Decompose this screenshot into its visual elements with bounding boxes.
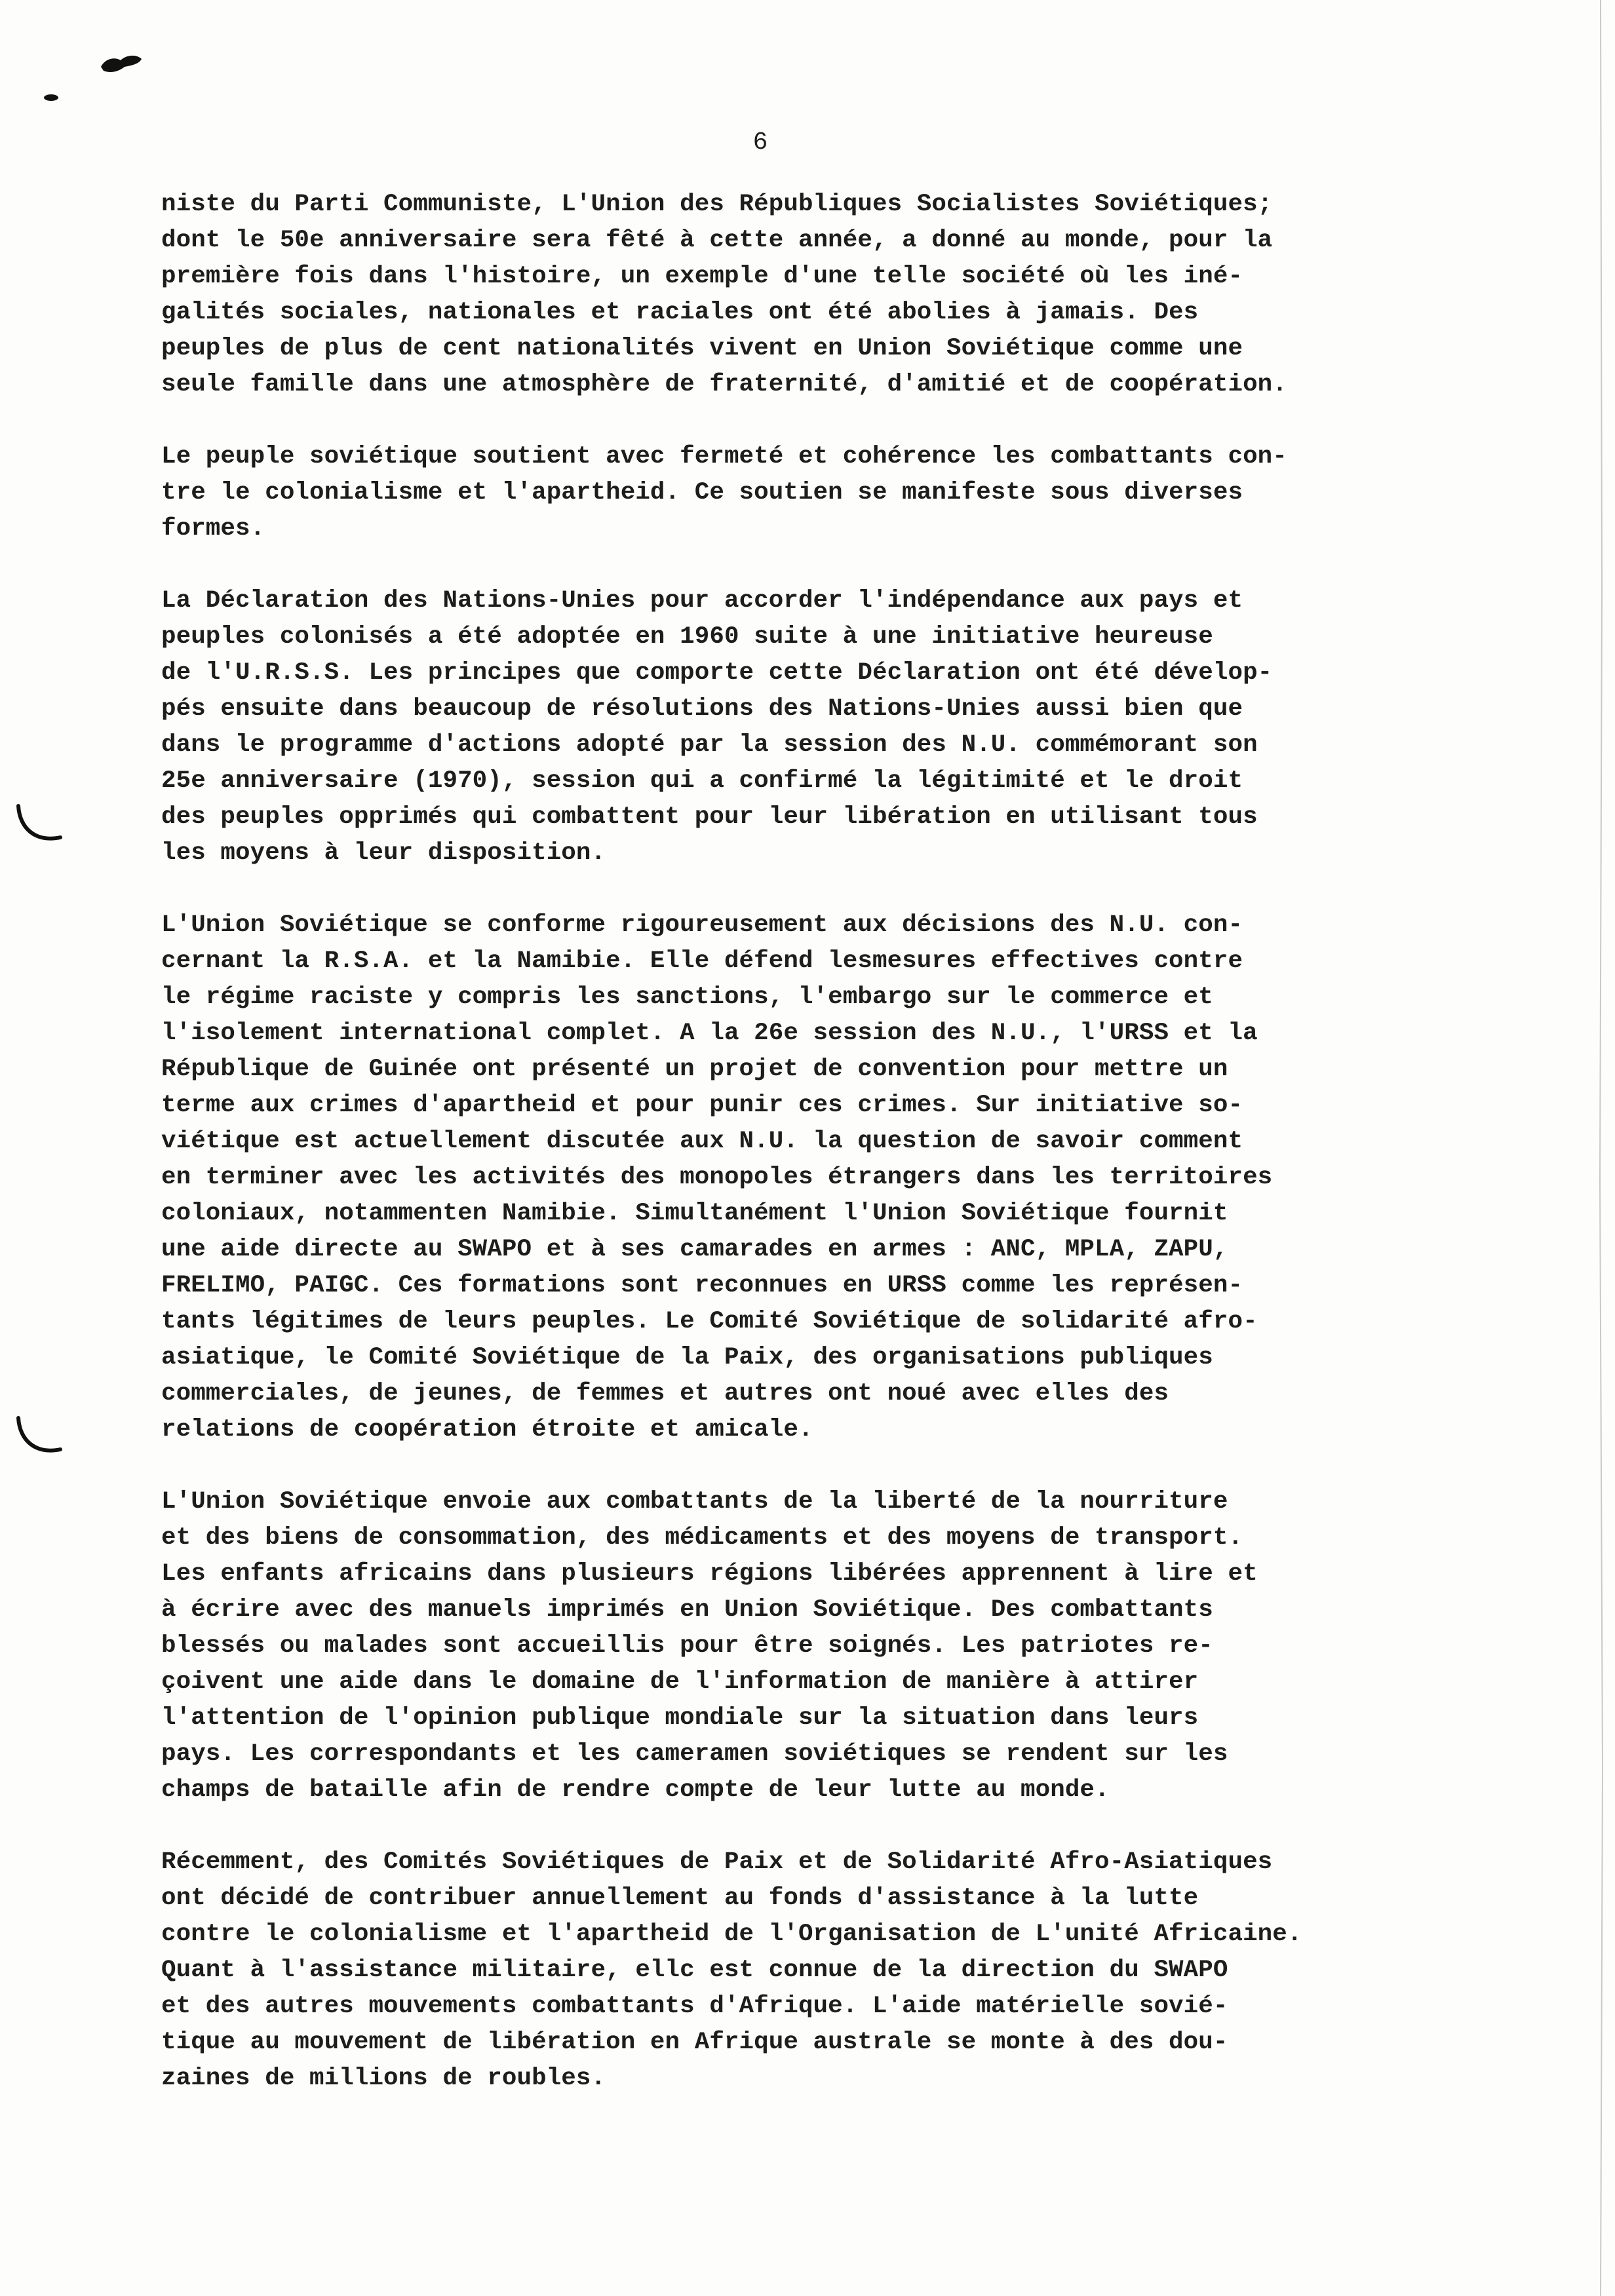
paragraph — [161, 908, 1407, 1448]
paragraph — [161, 439, 1407, 547]
text-line: République de Guinée ont présenté un projet de convention pour mettre un — [161, 1056, 1228, 1083]
text-line: 25e anniversaire (1970), session qui a confirmé la légitimité et le droit — [161, 767, 1243, 795]
text-line: ont décidé de contribuer annuellement au fonds d'assistance à la lutte — [161, 1885, 1199, 1912]
text-line: Récemment, des Comités Soviétiques de Paix et de Solidarité Afro-Asiatiques — [161, 1848, 1273, 1876]
text-line: FRELIMO, PAIGC. Ces formations sont reconnues en URSS comme les représen- — [161, 1272, 1243, 1299]
text-line: peuples de plus de cent nationalités vivent en Union Soviétique comme une — [161, 335, 1243, 362]
ink-speck — [98, 52, 144, 75]
text-line: terme aux crimes d'apartheid et pour punir ces crimes. Sur initiative so- — [161, 1092, 1243, 1119]
text-line: commerciales, de jeunes, de femmes et autres ont noué avec elles des — [161, 1380, 1169, 1407]
page-number: 6 — [752, 128, 768, 157]
text-line: de l'U.R.S.S. Les principes que comporte cette Déclaration ont été dévelop- — [161, 659, 1273, 687]
text-line: niste du Parti Communiste, L'Union des Républiques Socialistes Soviétiques; — [161, 191, 1273, 218]
text-line: des peuples opprimés qui combattent pour leur libération en utilisant tous — [161, 803, 1258, 831]
paragraph — [161, 1845, 1407, 2097]
text-line: peuples colonisés a été adoptée en 1960 suite à une initiative heureuse — [161, 623, 1213, 651]
text-line: asiatique, le Comité Soviétique de la Paix, des organisations publiques — [161, 1344, 1213, 1371]
text-line: L'Union Soviétique envoie aux combattants de la liberté de la nourriture — [161, 1488, 1228, 1516]
text-line: une aide directe au SWAPO et à ses camarades en armes : ANC, MPLA, ZAPU, — [161, 1236, 1228, 1263]
text-line: galités sociales, nationales et raciales ont été abolies à jamais. Des — [161, 299, 1199, 326]
punch-hole-mark — [13, 1409, 67, 1463]
text-line: tre le colonialisme et l'apartheid. Ce soutien se manifeste sous diverses — [161, 479, 1243, 507]
text-line: l'attention de l'opinion publique mondiale sur la situation dans leurs — [161, 1704, 1199, 1732]
text-line: blessés ou malades sont accueillis pour être soignés. Les patriotes re- — [161, 1632, 1213, 1660]
text-line: pays. Les correspondants et les cameramen soviétiques se rendent sur les — [161, 1740, 1228, 1768]
text-line: dont le 50e anniversaire sera fêté à cette année, a donné au monde, pour la — [161, 227, 1273, 254]
text-line: çoivent une aide dans le domaine de l'information de manière à attirer — [161, 1668, 1199, 1696]
text-line: formes. — [161, 515, 265, 543]
paragraph — [161, 583, 1407, 871]
paragraph — [161, 1484, 1407, 1808]
text-line: dans le programme d'actions adopté par la session des N.U. commémorant son — [161, 731, 1258, 759]
scan-edge — [1589, 0, 1615, 2296]
text-line: cernant la R.S.A. et la Namibie. Elle défend lesmesures effectives contre — [161, 947, 1243, 975]
text-line: pés ensuite dans beaucoup de résolutions des Nations-Unies aussi bien que — [161, 695, 1243, 723]
text-line: tants légitimes de leurs peuples. Le Comité Soviétique de solidarité afro- — [161, 1308, 1258, 1335]
text-line: Le peuple soviétique soutient avec fermeté et cohérence les combattants con- — [161, 443, 1287, 470]
text-line: à écrire avec des manuels imprimés en Union Soviétique. Des combattants — [161, 1596, 1213, 1624]
text-line: Les enfants africains dans plusieurs régions libérées apprennent à lire et — [161, 1560, 1258, 1588]
text-line: seule famille dans une atmosphère de fraternité, d'amitié et de coopération. — [161, 371, 1287, 398]
text-line: et des autres mouvements combattants d'Afrique. L'aide matérielle sovié- — [161, 1993, 1228, 2020]
text-line: coloniaux, notammenten Namibie. Simultanément l'Union Soviétique fournit — [161, 1200, 1228, 1227]
text-line: champs de bataille afin de rendre compte de leur lutte au monde. — [161, 1776, 1110, 1804]
text-line: Quant à l'assistance militaire, ellc est connue de la direction du SWAPO — [161, 1957, 1228, 1984]
text-line: contre le colonialisme et l'apartheid de l'Organisation de L'unité Africaine. — [161, 1921, 1302, 1948]
text-line: le régime raciste y compris les sanctions, l'embargo sur le commerce et — [161, 984, 1213, 1011]
text-line: l'isolement international complet. A la 26e session des N.U., l'URSS et la — [161, 1020, 1258, 1047]
text-line: et des biens de consommation, des médicaments et des moyens de transport. — [161, 1524, 1243, 1552]
text-line: La Déclaration des Nations-Unies pour accorder l'indépendance aux pays et — [161, 587, 1243, 615]
punch-hole-mark — [13, 797, 67, 851]
text-line: zaines de millions de roubles. — [161, 2065, 606, 2092]
text-line: relations de coopération étroite et amicale. — [161, 1416, 813, 1444]
paragraph — [161, 187, 1407, 403]
text-line: L'Union Soviétique se conforme rigoureusement aux décisions des N.U. con- — [161, 911, 1243, 939]
text-line: première fois dans l'histoire, un exemple d'une telle société où les iné- — [161, 263, 1243, 290]
text-line: viétique est actuellement discutée aux N.U. la question de savoir comment — [161, 1128, 1243, 1155]
text-line: tique au mouvement de libération en Afrique australe se monte à des dou- — [161, 2029, 1228, 2056]
text-line: les moyens à leur disposition. — [161, 839, 606, 867]
text-line: en terminer avec les activités des monopoles étrangers dans les territoires — [161, 1164, 1273, 1191]
ink-speck — [43, 93, 59, 102]
document-body — [161, 187, 1407, 2133]
